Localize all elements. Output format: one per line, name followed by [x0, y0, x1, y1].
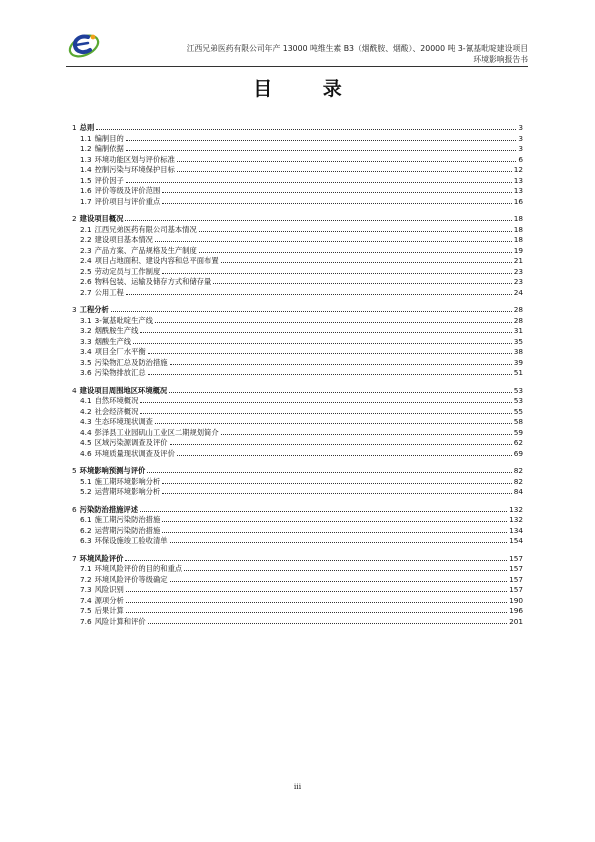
toc-dot-leader: [140, 402, 511, 403]
toc-chapter-entry[interactable]: [72, 464, 523, 475]
toc-entry-title: 施工期污染防治措施: [94, 515, 161, 524]
toc-dot-leader: [170, 542, 507, 543]
toc-section-entry[interactable]: [72, 367, 523, 378]
toc-entry-number: 3.2: [80, 326, 92, 335]
toc-dot-leader: [177, 455, 512, 456]
toc-section-entry[interactable]: [72, 335, 523, 346]
company-logo: [66, 28, 102, 60]
toc-entry-title: 评价因子: [94, 175, 124, 185]
toc-entry-page: 13: [513, 186, 523, 195]
toc-section-entry[interactable]: [72, 223, 523, 234]
toc-section-entry[interactable]: [72, 605, 523, 616]
toc-entry-title: 风险识别: [94, 585, 124, 594]
toc-dot-leader: [140, 332, 511, 333]
toc-section-entry[interactable]: [72, 346, 523, 357]
toc-entry-title: 污染物汇总及防治措施: [94, 357, 168, 367]
toc-entry-title: 建设项目基本情况: [94, 235, 153, 244]
toc-entry-number: 4.2: [80, 406, 92, 416]
toc-entry-page: 157: [509, 574, 523, 584]
toc-entry-page: 13: [513, 175, 523, 185]
toc-dot-leader: [170, 581, 507, 582]
toc-entry-page: 18: [513, 224, 523, 234]
toc-entry-number: 6: [72, 504, 77, 514]
toc-section-entry[interactable]: [72, 475, 523, 486]
toc-entry-number: 3.3: [80, 336, 92, 346]
toc-entry-page: 3: [518, 144, 523, 153]
toc-section-entry[interactable]: [72, 143, 523, 154]
toc-section-entry[interactable]: [72, 286, 523, 297]
toc-dot-leader: [126, 140, 517, 141]
toc-entry-number: 3.4: [80, 347, 92, 356]
toc-entry-title: 工程分析: [79, 305, 109, 314]
toc-entry-number: 2.4: [80, 256, 92, 265]
toc-chapter-entry[interactable]: [72, 503, 523, 514]
toc-entry-page: 53: [513, 385, 523, 395]
toc-entry-title: 编制依据: [94, 144, 124, 153]
toc-entry-number: 6.2: [80, 525, 92, 535]
page-title: 目 录: [253, 78, 364, 100]
toc-entry-number: 1.7: [80, 196, 92, 206]
toc-entry-number: 5: [72, 466, 77, 475]
toc-entry-number: 4.6: [80, 448, 92, 458]
toc-section-entry[interactable]: [72, 447, 523, 458]
toc-entry-title: 3-氰基吡啶生产线: [94, 315, 153, 325]
toc-entry-page: 53: [513, 396, 523, 405]
toc-entry-page: 18: [513, 214, 523, 223]
toc-chapter-entry[interactable]: [72, 121, 523, 132]
toc-entry-page: 62: [513, 438, 523, 447]
toc-entry-title: 建设项目概况: [79, 214, 124, 223]
toc-entry-title: 江西兄弟医药有限公司基本情况: [94, 224, 197, 234]
toc-dot-leader: [148, 623, 507, 624]
toc-entry-title: 环境功能区划与评价标准: [94, 154, 175, 164]
toc-entry-page: 69: [513, 448, 523, 458]
toc-section-entry[interactable]: [72, 573, 523, 584]
toc-section-entry[interactable]: [72, 132, 523, 143]
toc-entry-number: 7.2: [80, 574, 92, 584]
toc-entry-page: 21: [513, 256, 523, 265]
toc-dot-leader: [148, 374, 512, 375]
header-report-type: 环境影响报告书: [473, 55, 528, 64]
toc-entry-page: 6: [518, 154, 523, 164]
toc-entry-page: 3: [518, 123, 523, 132]
toc-section-entry[interactable]: [72, 265, 523, 276]
toc-chapter-entry[interactable]: [72, 552, 523, 563]
toc-entry-title: 社会经济概况: [94, 406, 139, 416]
toc-entry-number: 2.2: [80, 235, 92, 244]
toc-entry-number: 1.2: [80, 144, 92, 153]
toc-entry-page: 132: [509, 515, 523, 524]
toc-entry-title: 后果计算: [94, 606, 124, 615]
toc-section-entry[interactable]: [72, 356, 523, 367]
toc-entry-page: 157: [509, 585, 523, 594]
toc-section-entry[interactable]: [72, 234, 523, 245]
toc-dot-leader: [96, 129, 516, 130]
toc-dot-leader: [221, 262, 512, 263]
toc-entry-title: 劳动定员与工作制度: [94, 266, 161, 276]
toc-entry-title: 评价项目与评价重点: [94, 196, 161, 206]
toc-dot-leader: [162, 521, 507, 522]
toc-dot-leader: [147, 472, 511, 473]
toc-entry-page: 196: [509, 606, 523, 615]
toc-section-entry[interactable]: [72, 615, 523, 626]
toc-chapter-entry[interactable]: [72, 303, 523, 314]
toc-entry-number: 6.3: [80, 536, 92, 545]
toc-chapter-entry[interactable]: [72, 212, 523, 223]
toc-entry-number: 1.5: [80, 175, 92, 185]
toc-entry-number: 4: [72, 385, 77, 395]
toc-entry-page: 3: [518, 133, 523, 143]
toc-entry-number: 7: [72, 553, 77, 563]
toc-dot-leader: [125, 560, 507, 561]
toc-entry-page: 59: [513, 427, 523, 437]
toc-entry-title: 公用工程: [94, 287, 124, 297]
toc-section-entry[interactable]: [72, 153, 523, 164]
toc-entry-number: 1.4: [80, 165, 92, 174]
toc-entry-number: 7.6: [80, 616, 92, 626]
toc-dot-leader: [155, 423, 512, 424]
toc-entry-page: 28: [513, 305, 523, 314]
toc-entry-title: 施工期环境影响分析: [94, 476, 161, 486]
toc-entry-title: 环境风险评价等级确定: [94, 574, 168, 584]
toc-entry-title: 烟酰胺生产线: [94, 326, 139, 335]
toc-entry-page: 190: [509, 595, 523, 605]
toc-dot-leader: [155, 241, 512, 242]
toc-entry-page: 157: [509, 564, 523, 573]
toc-entry-number: 1.1: [80, 133, 92, 143]
toc-entry-number: 2.6: [80, 277, 92, 286]
table-of-contents: [72, 121, 523, 626]
toc-section-entry[interactable]: [72, 174, 523, 185]
toc-entry-title: 运营期污染防治措施: [94, 525, 161, 535]
toc-entry-page: 82: [513, 466, 523, 475]
toc-entry-title: 控制污染与环境保护目标: [94, 165, 175, 174]
toc-entry-page: 23: [513, 277, 523, 286]
toc-entry-page: 134: [509, 525, 523, 535]
toc-dot-leader: [126, 602, 507, 603]
toc-entry-title: 物料包装、运输及储存方式和储存量: [94, 277, 212, 286]
toc-entry-number: 2.5: [80, 266, 92, 276]
toc-section-entry[interactable]: [72, 486, 523, 497]
toc-entry-page: 16: [513, 196, 523, 206]
toc-dot-leader: [125, 220, 511, 221]
toc-entry-title: 环保设施竣工验收清单: [94, 536, 168, 545]
toc-dot-leader: [199, 252, 512, 253]
toc-entry-page: 157: [509, 553, 523, 563]
toc-dot-leader: [162, 493, 511, 494]
toc-dot-leader: [126, 150, 517, 151]
toc-dot-leader: [177, 161, 516, 162]
toc-section-entry[interactable]: [72, 563, 523, 574]
header-project-title: 江西兄弟医药有限公司年产 13000 吨维生素 B3（烟酰胺、烟酸）、20000 吨 3-氰基吡啶建设项目: [186, 44, 528, 53]
toc-entry-number: 7.3: [80, 585, 92, 594]
toc-entry-number: 2: [72, 214, 77, 223]
toc-entry-number: 1.6: [80, 186, 92, 195]
toc-entry-number: 1.3: [80, 154, 92, 164]
toc-section-entry[interactable]: [72, 395, 523, 406]
toc-entry-page: 31: [513, 326, 523, 335]
toc-entry-title: 产品方案、产品规格及生产制度: [94, 245, 197, 255]
toc-entry-number: 2.7: [80, 287, 92, 297]
toc-dot-leader: [169, 392, 511, 393]
toc-dot-leader: [162, 192, 511, 193]
toc-entry-title: 环境质量现状调查及评价: [94, 448, 175, 458]
toc-dot-leader: [111, 311, 512, 312]
toc-entry-number: 1: [72, 123, 77, 132]
toc-entry-title: 环境风险评价: [79, 553, 124, 563]
toc-section-entry[interactable]: [72, 244, 523, 255]
page-header: [66, 34, 528, 67]
toc-dot-leader: [177, 171, 512, 172]
toc-dot-leader: [140, 511, 507, 512]
toc-section-entry[interactable]: [72, 325, 523, 336]
toc-section-entry[interactable]: [72, 584, 523, 595]
toc-chapter-entry[interactable]: [72, 384, 523, 395]
toc-dot-leader: [126, 182, 512, 183]
toc-entry-title: 区域污染源调查及评价: [94, 438, 168, 447]
toc-entry-number: 7.5: [80, 606, 92, 615]
toc-entry-page: 19: [513, 245, 523, 255]
toc-entry-number: 3.6: [80, 368, 92, 377]
toc-entry-title: 源项分析: [94, 595, 124, 605]
toc-entry-page: 201: [509, 616, 523, 626]
toc-entry-number: 6.1: [80, 515, 92, 524]
toc-entry-title: 彭泽县工业园矶山工业区二期规划简介: [94, 427, 219, 437]
toc-entry-number: 3: [72, 305, 77, 314]
page-number: iii: [293, 782, 302, 791]
toc-dot-leader: [199, 231, 512, 232]
toc-dot-leader: [162, 532, 507, 533]
toc-dot-leader: [126, 294, 512, 295]
toc-section-entry[interactable]: [72, 416, 523, 427]
toc-entry-title: 自然环境概况: [94, 396, 139, 405]
toc-entry-page: 23: [513, 266, 523, 276]
toc-dot-leader: [221, 434, 512, 435]
toc-entry-page: 84: [513, 487, 523, 496]
toc-entry-page: 82: [513, 476, 523, 486]
toc-section-entry[interactable]: [72, 276, 523, 287]
toc-entry-number: 3.1: [80, 315, 92, 325]
toc-entry-page: 38: [513, 347, 523, 356]
toc-entry-number: 2.3: [80, 245, 92, 255]
toc-entry-title: 评价等级及评价范围: [94, 186, 161, 195]
toc-entry-number: 4.4: [80, 427, 92, 437]
toc-section-entry[interactable]: [72, 437, 523, 448]
toc-dot-leader: [162, 273, 511, 274]
toc-section-entry[interactable]: [72, 524, 523, 535]
toc-entry-page: 132: [509, 504, 523, 514]
toc-section-entry[interactable]: [72, 535, 523, 546]
toc-entry-page: 51: [513, 368, 523, 377]
toc-dot-leader: [162, 483, 511, 484]
toc-dot-leader: [162, 203, 511, 204]
toc-dot-leader: [155, 322, 512, 323]
toc-entry-page: 39: [513, 357, 523, 367]
toc-entry-number: 5.2: [80, 487, 92, 496]
toc-entry-title: 总则: [79, 123, 95, 132]
toc-entry-title: 烟酸生产线: [94, 336, 132, 346]
toc-entry-page: 18: [513, 235, 523, 244]
toc-entry-page: 154: [509, 536, 523, 545]
toc-entry-page: 35: [513, 336, 523, 346]
toc-dot-leader: [184, 570, 507, 571]
toc-entry-title: 建设项目周围地区环境概况: [79, 385, 168, 395]
toc-section-entry[interactable]: [72, 255, 523, 266]
toc-dot-leader: [148, 353, 512, 354]
toc-section-entry[interactable]: [72, 164, 523, 175]
toc-dot-leader: [126, 612, 507, 613]
toc-dot-leader: [133, 343, 512, 344]
toc-entry-number: 7.1: [80, 564, 92, 573]
toc-entry-title: 污染物排放汇总: [94, 368, 146, 377]
toc-dot-leader: [140, 413, 511, 414]
toc-entry-number: 5.1: [80, 476, 92, 486]
toc-entry-page: 24: [513, 287, 523, 297]
toc-entry-page: 58: [513, 417, 523, 426]
toc-entry-number: 4.5: [80, 438, 92, 447]
toc-section-entry[interactable]: [72, 195, 523, 206]
toc-section-entry[interactable]: [72, 594, 523, 605]
toc-entry-number: 7.4: [80, 595, 92, 605]
toc-section-entry[interactable]: [72, 426, 523, 437]
toc-section-entry[interactable]: [72, 405, 523, 416]
toc-entry-title: 环境风险评价的目的和重点: [94, 564, 183, 573]
toc-entry-page: 28: [513, 315, 523, 325]
toc-entry-number: 3.5: [80, 357, 92, 367]
toc-entry-title: 项目占地面积、建设内容和总平面布置: [94, 256, 219, 265]
toc-entry-title: 环境影响预测与评价: [79, 466, 146, 475]
toc-entry-number: 2.1: [80, 224, 92, 234]
toc-entry-title: 运营期环境影响分析: [94, 487, 161, 496]
toc-entry-number: 4.3: [80, 417, 92, 426]
toc-entry-title: 污染防治措施评述: [79, 504, 139, 514]
toc-section-entry[interactable]: [72, 314, 523, 325]
toc-dot-leader: [126, 591, 507, 592]
toc-entry-number: 4.1: [80, 396, 92, 405]
toc-entry-page: 55: [513, 406, 523, 416]
toc-dot-leader: [213, 283, 511, 284]
toc-section-entry[interactable]: [72, 185, 523, 196]
toc-entry-title: 编制目的: [94, 133, 124, 143]
toc-dot-leader: [170, 444, 512, 445]
toc-entry-title: 风险计算和评价: [94, 616, 146, 626]
toc-section-entry[interactable]: [72, 514, 523, 525]
toc-entry-title: 生态环境现状调查: [94, 417, 153, 426]
toc-dot-leader: [170, 364, 512, 365]
toc-entry-title: 项目全厂水平衡: [94, 347, 146, 356]
toc-entry-page: 12: [513, 165, 523, 174]
